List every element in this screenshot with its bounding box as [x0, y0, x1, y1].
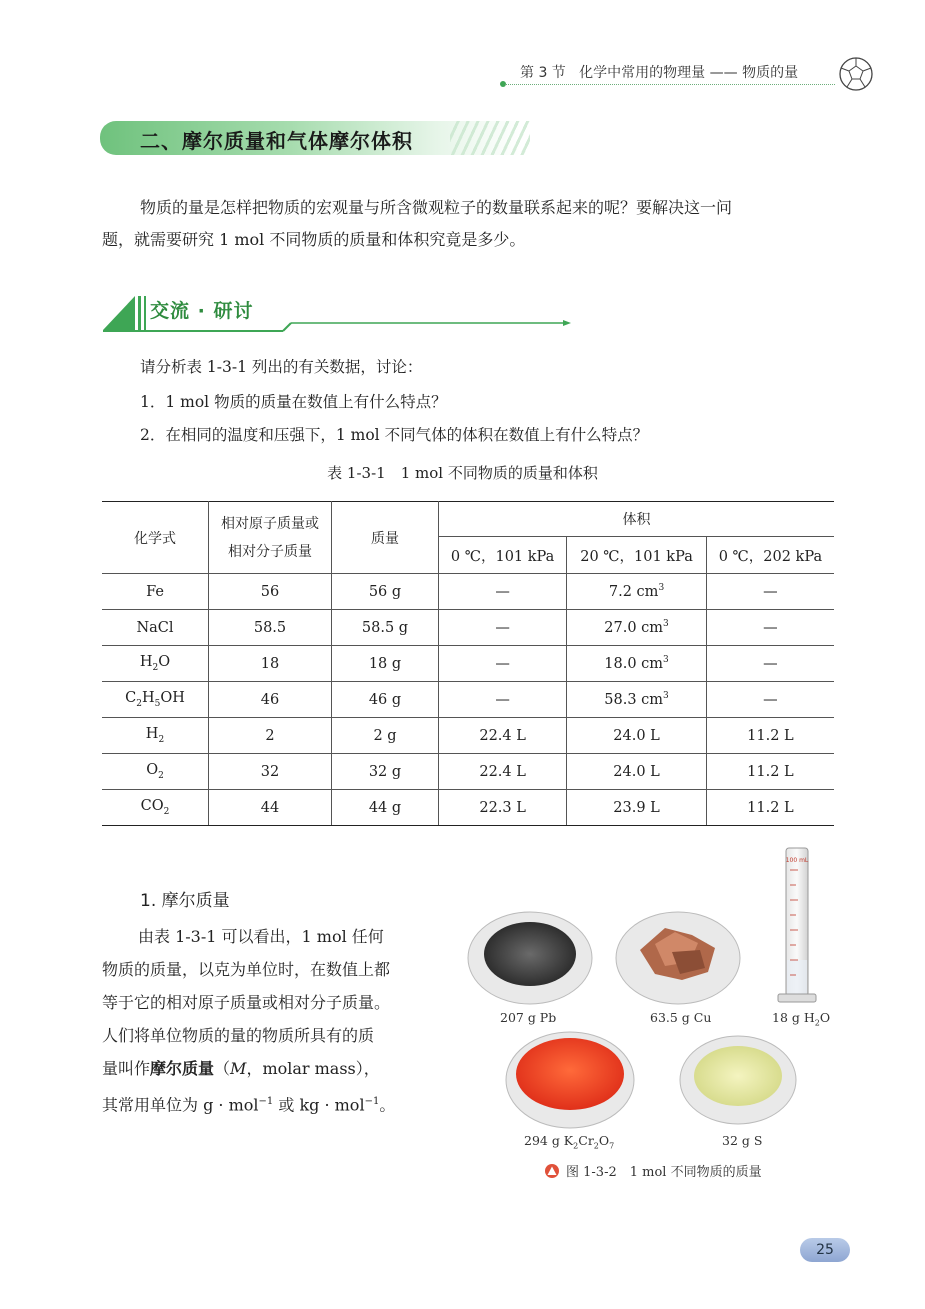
caption-k-post: O [598, 1133, 610, 1148]
volume-value: 23.9 L [613, 799, 660, 816]
cell-relative-mass: 2 [209, 718, 332, 754]
cell-mass: 58.5 g [332, 610, 439, 646]
cell-mass: 56 g [332, 574, 439, 610]
header-section: 第 3 节 [520, 65, 566, 81]
data-table [102, 501, 834, 826]
formula-part: C [125, 690, 137, 707]
header-rel-mass-line-2: 相对分子质量 [228, 543, 312, 560]
section-banner-stripes [450, 121, 530, 155]
caption-pb: 207 g Pb [500, 1010, 557, 1025]
formula-part: O [146, 762, 159, 779]
term-molar-mass: 摩尔质量 [150, 1059, 215, 1078]
formula-part: H [139, 654, 153, 671]
cell-formula [102, 646, 209, 682]
caption-h2o-sub: 2 [814, 1018, 820, 1028]
caption-k-pre: 294 g K [524, 1133, 574, 1148]
volume-value: 24.0 L [613, 763, 660, 780]
cell-formula [102, 574, 209, 610]
header-relative-mass [209, 502, 332, 574]
formula-part: 2 [136, 698, 142, 709]
cell-relative-mass: 56 [209, 574, 332, 610]
discussion-question-2: 2．在相同的温度和压强下，1 mol 不同气体的体积在数值上有什么特点？ [140, 426, 649, 444]
mm-paren: （ [214, 1059, 231, 1078]
graduated-cylinder [778, 848, 816, 1002]
cell-formula [102, 682, 209, 718]
volume-value: 58.3 cm [604, 691, 664, 708]
intro-paragraph [102, 192, 837, 256]
cell-relative-mass: 44 [209, 790, 332, 826]
cell-volume-1: — [439, 682, 567, 718]
table-row [102, 610, 834, 646]
cell-volume-2 [567, 790, 707, 826]
dish-cu [616, 912, 740, 1004]
volume-value: 24.0 L [613, 727, 660, 744]
dish-sulfur [680, 1036, 796, 1124]
mm-line-5-pre: 量叫作 [102, 1059, 151, 1078]
cell-volume-1: 22.4 L [439, 754, 567, 790]
cell-mass: 2 g [332, 718, 439, 754]
cylinder-label: 100 mL [785, 857, 809, 864]
volume-value: 27.0 cm [604, 619, 664, 636]
formula-part: OH [160, 690, 185, 707]
symbol-M: M [230, 1059, 247, 1078]
cell-volume-2 [567, 574, 707, 610]
volume-value: 18.0 cm [604, 655, 664, 672]
cell-volume-3: — [706, 646, 834, 682]
cell-relative-mass: 18 [209, 646, 332, 682]
cell-volume-2 [567, 610, 707, 646]
mm-exp-2: −1 [364, 1096, 380, 1107]
volume-exponent: 3 [663, 655, 669, 666]
caption-k-s2: 2 [593, 1141, 599, 1151]
cell-volume-3: — [706, 682, 834, 718]
header-title: 化学中常用的物理量 —— 物质的量 [579, 65, 799, 81]
header-volume-cond-1: 0 ℃，101 kPa [439, 537, 567, 574]
caption-h2o-pre: 18 g H [772, 1010, 815, 1025]
cell-volume-3: — [706, 610, 834, 646]
caption-h2o [772, 1010, 830, 1028]
cell-volume-1: — [439, 574, 567, 610]
formula-part: 2 [158, 734, 165, 745]
mm-line-4: 人们将单位物质的量的物质所具有的质 [102, 1026, 375, 1045]
running-header [520, 62, 798, 82]
formula-part: CO [140, 798, 164, 815]
cell-formula [102, 718, 209, 754]
cell-volume-2 [567, 682, 707, 718]
discussion-question-1: 1．1 mol 物质的质量在数值上有什么特点？ [140, 393, 447, 411]
mm-line-2: 物质的质量，以克为单位时，在数值上都 [102, 960, 391, 979]
formula-part: H [145, 726, 159, 743]
header-rel-mass-line-1: 相对原子质量或 [221, 515, 319, 532]
caption-h2o-post: O [819, 1010, 831, 1025]
volume-exponent: 3 [658, 583, 665, 594]
volume-exponent: 3 [663, 619, 669, 630]
formula-part: 2 [163, 806, 170, 817]
table-caption: 表 1-3-1 1 mol 不同物质的质量和体积 [327, 464, 598, 482]
figure-caption: 图 1-3-2 1 mol 不同物质的质量 [566, 1165, 762, 1180]
mm-line-1: 由表 1-3-1 可以看出，1 mol 任何 [138, 927, 384, 946]
mm-line-3: 等于它的相对原子质量或相对分子质量。 [102, 993, 391, 1012]
caption-s: 32 g S [722, 1133, 763, 1148]
dish-k2cr2o7 [506, 1032, 634, 1128]
table-row [102, 574, 834, 610]
table-row [102, 718, 834, 754]
formula-part: O [158, 654, 171, 671]
figure-samples [460, 840, 840, 1140]
figure-marker-icon [544, 1163, 560, 1179]
cell-formula [102, 790, 209, 826]
subsection-heading: 1. 摩尔质量 [140, 891, 230, 911]
mm-line-5-post: ，molar mass）， [246, 1059, 380, 1078]
formula-part: 2 [152, 662, 159, 673]
caption-k-s1: 2 [573, 1141, 579, 1151]
table-row [102, 646, 834, 682]
formula-part: 2 [158, 770, 164, 781]
volume-value: 7.2 cm [608, 583, 659, 600]
discussion-lead: 请分析表 1-3-1 列出的有关数据，讨论： [140, 358, 423, 376]
cell-relative-mass: 32 [209, 754, 332, 790]
header-volume-cond-3: 0 ℃，202 kPa [706, 537, 834, 574]
cell-volume-3: — [706, 574, 834, 610]
mm-line-6 [102, 1085, 442, 1121]
intro-line-2: 题，就需要研究 1 mol 不同物质的质量和体积究竟是多少。 [102, 230, 526, 249]
fullerene-icon [838, 56, 874, 92]
formula-part: NaCl [136, 619, 174, 636]
cell-mass: 18 g [332, 646, 439, 682]
formula-part: H [141, 690, 155, 707]
cell-volume-2 [567, 646, 707, 682]
header-dotted-rule [505, 84, 835, 85]
mm-line-6-mid: 或 kg · mol [273, 1095, 365, 1115]
intro-line-1: 物质的量是怎样把物质的宏观量与所含微观粒子的数量联系起来的呢？要解决这一问 [140, 198, 733, 217]
cell-volume-3: 11.2 L [706, 790, 834, 826]
cell-mass: 46 g [332, 682, 439, 718]
table-row [102, 790, 834, 826]
formula-part: Fe [146, 583, 164, 600]
cell-volume-1: 22.4 L [439, 718, 567, 754]
cell-volume-3: 11.2 L [706, 754, 834, 790]
cell-volume-1: 22.3 L [439, 790, 567, 826]
caption-k2cr2o7 [524, 1133, 614, 1151]
dish-pb [468, 912, 592, 1004]
cell-mass: 44 g [332, 790, 439, 826]
cell-volume-2 [567, 718, 707, 754]
mm-line-6-pre: 其常用单位为 g · mol [102, 1095, 259, 1115]
caption-cu: 63.5 g Cu [650, 1010, 712, 1025]
mm-line-6-post: 。 [379, 1095, 396, 1115]
cell-volume-1: — [439, 646, 567, 682]
cell-volume-3: 11.2 L [706, 718, 834, 754]
header-formula: 化学式 [102, 502, 209, 574]
formula-part: 5 [154, 698, 161, 709]
table-row [102, 754, 834, 790]
caption-k-s3: 7 [609, 1141, 615, 1151]
header-mass: 质量 [332, 502, 439, 574]
header-volume-cond-2: 20 ℃，101 kPa [567, 537, 707, 574]
caption-k-mid: Cr [578, 1133, 594, 1148]
volume-exponent: 3 [663, 691, 669, 702]
cell-volume-1: — [439, 610, 567, 646]
header-volume: 体积 [439, 502, 835, 537]
mm-exp-1: −1 [258, 1096, 274, 1107]
cell-formula [102, 610, 209, 646]
molar-mass-paragraph [102, 920, 442, 1121]
table-row [102, 682, 834, 718]
mm-line-5 [102, 1052, 442, 1085]
cell-formula [102, 754, 209, 790]
discussion-title: 交流 · 研讨 [150, 300, 254, 322]
cell-relative-mass: 58.5 [209, 610, 332, 646]
cell-volume-2 [567, 754, 707, 790]
section-title: 二、摩尔质量和气体摩尔体积 [140, 129, 413, 153]
cell-relative-mass: 46 [209, 682, 332, 718]
cell-mass: 32 g [332, 754, 439, 790]
page-number: 25 [800, 1238, 850, 1262]
